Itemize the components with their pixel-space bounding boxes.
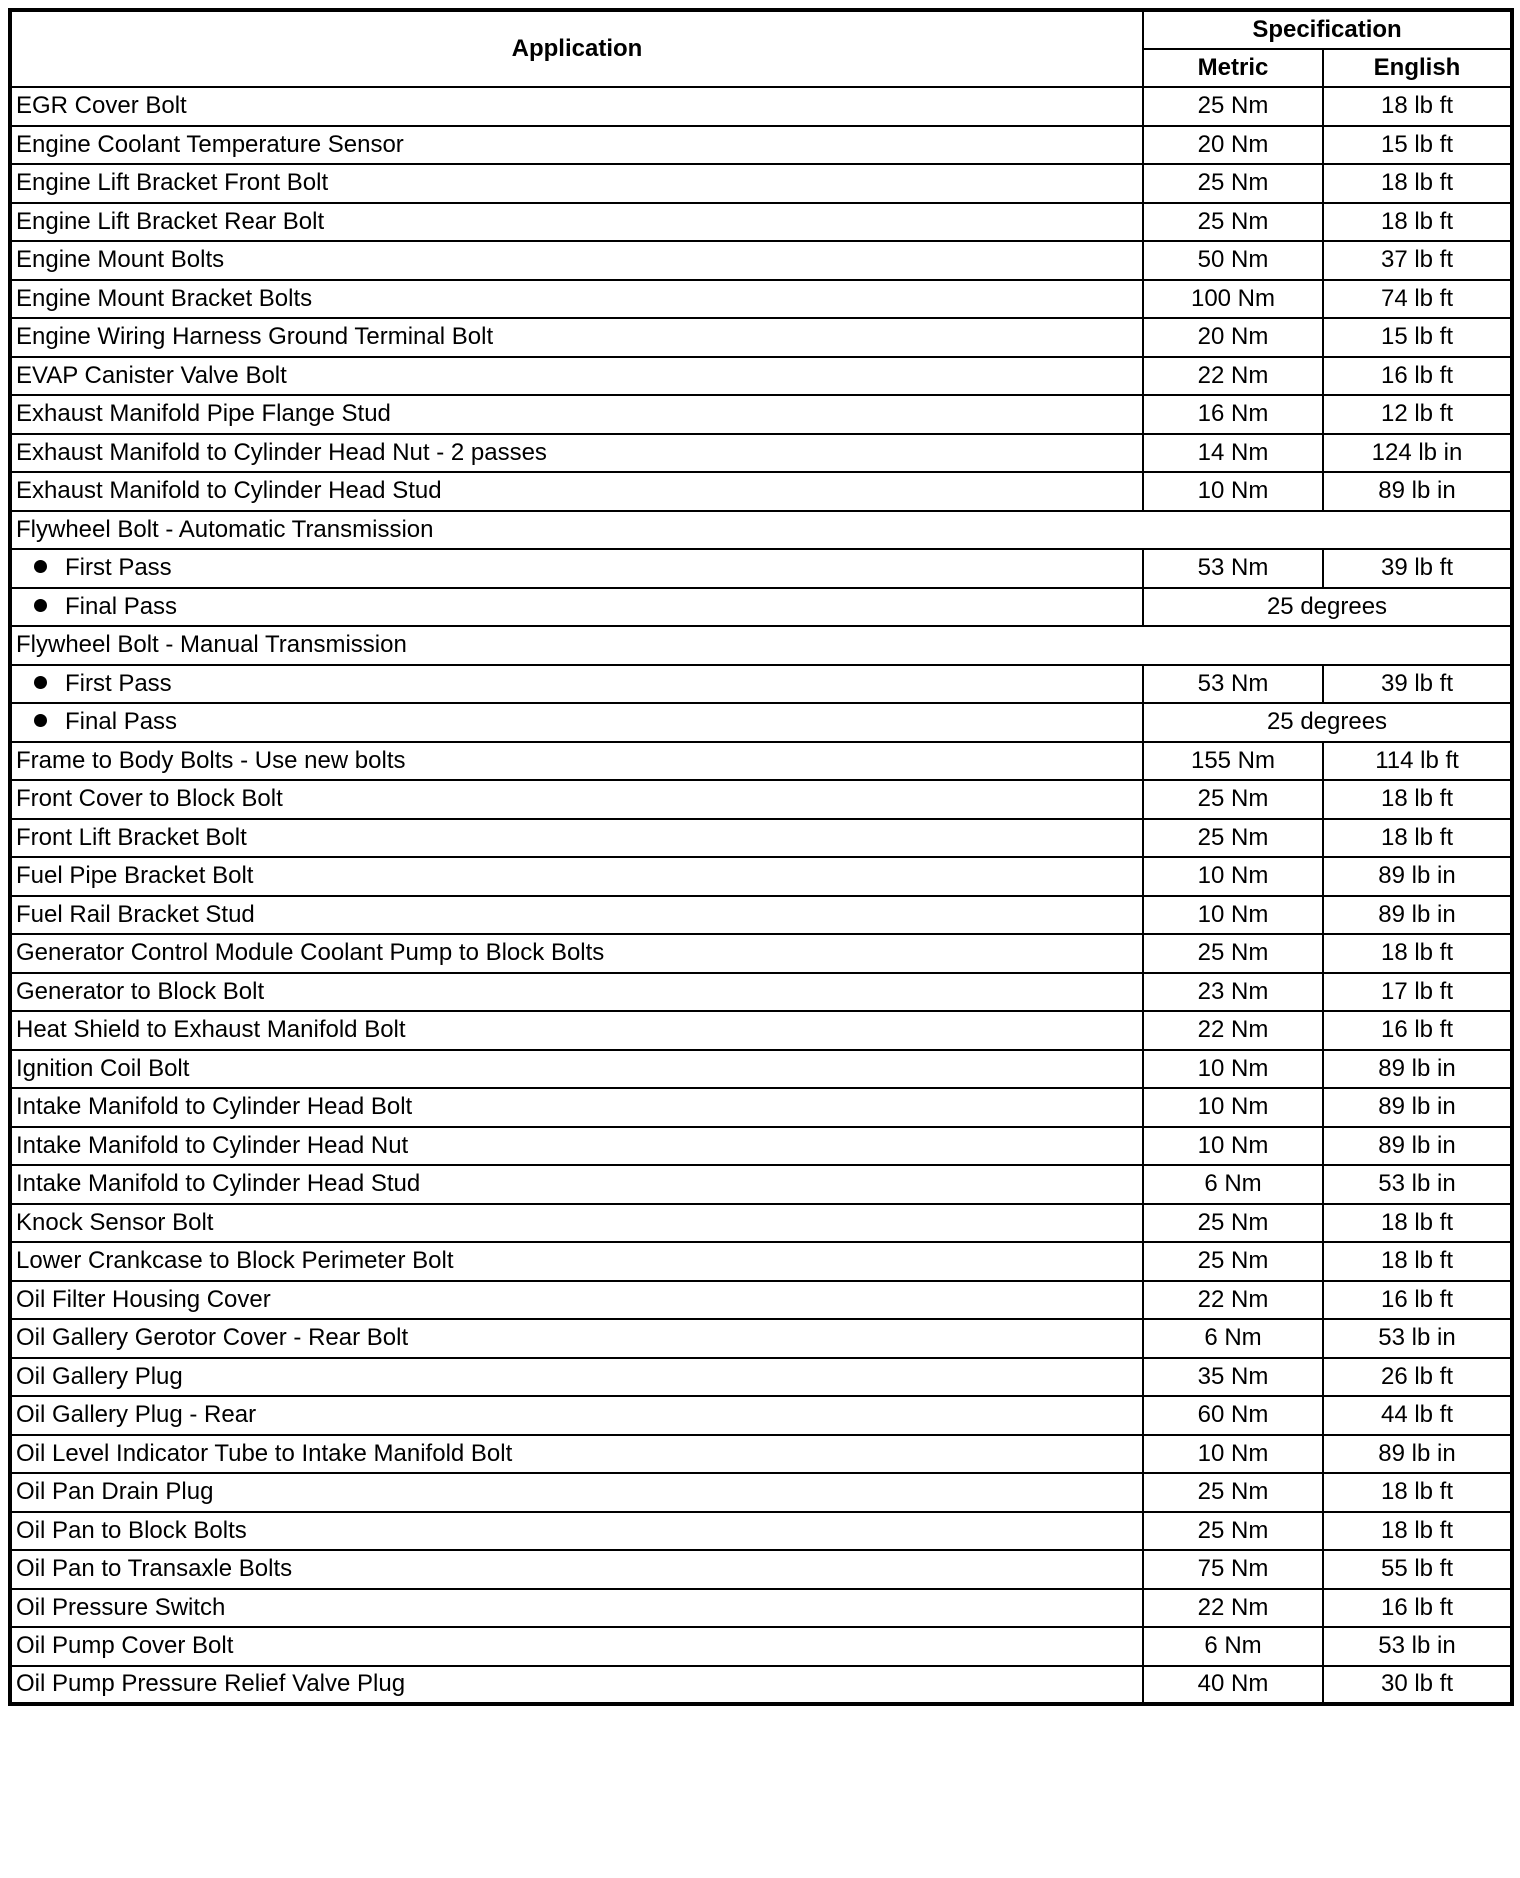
english-cell: 18 lb ft — [1323, 1204, 1512, 1243]
english-cell: 37 lb ft — [1323, 241, 1512, 280]
metric-cell: 6 Nm — [1143, 1627, 1323, 1666]
table-row — [10, 511, 1512, 550]
metric-cell: 25 Nm — [1143, 780, 1323, 819]
application-cell: Ignition Coil Bolt — [10, 1050, 1143, 1089]
header-application: Application — [10, 10, 1143, 87]
metric-cell: 22 Nm — [1143, 1589, 1323, 1628]
english-cell: 18 lb ft — [1323, 1242, 1512, 1281]
metric-cell: 25 Nm — [1143, 203, 1323, 242]
english-cell: 12 lb ft — [1323, 395, 1512, 434]
header-metric: Metric — [1143, 49, 1323, 88]
english-cell: 18 lb ft — [1323, 203, 1512, 242]
metric-cell: 25 Nm — [1143, 934, 1323, 973]
application-cell: Fuel Pipe Bracket Bolt — [10, 857, 1143, 896]
spec-table-container — [8, 8, 1514, 1706]
table-row — [10, 1666, 1512, 1705]
application-cell: Knock Sensor Bolt — [10, 1204, 1143, 1243]
metric-cell: 75 Nm — [1143, 1550, 1323, 1589]
sub-step-label: First Pass — [65, 669, 172, 697]
metric-cell: 20 Nm — [1143, 318, 1323, 357]
application-cell: Oil Pan to Block Bolts — [10, 1512, 1143, 1551]
table-row — [10, 203, 1512, 242]
application-cell: EVAP Canister Valve Bolt — [10, 357, 1143, 396]
english-cell: 17 lb ft — [1323, 973, 1512, 1012]
english-cell: 18 lb ft — [1323, 87, 1512, 126]
bullet-icon — [34, 714, 47, 727]
metric-cell: 10 Nm — [1143, 1088, 1323, 1127]
table-row — [10, 1627, 1512, 1666]
metric-cell: 53 Nm — [1143, 549, 1323, 588]
metric-cell: 53 Nm — [1143, 665, 1323, 704]
table-row — [10, 1242, 1512, 1281]
english-cell: 89 lb in — [1323, 1088, 1512, 1127]
table-row — [10, 1204, 1512, 1243]
english-cell: 55 lb ft — [1323, 1550, 1512, 1589]
english-cell: 53 lb in — [1323, 1627, 1512, 1666]
english-cell: 18 lb ft — [1323, 819, 1512, 858]
application-cell: Oil Pump Cover Bolt — [10, 1627, 1143, 1666]
application-cell: Lower Crankcase to Block Perimeter Bolt — [10, 1242, 1143, 1281]
application-cell: Generator Control Module Coolant Pump to Block Bolts — [10, 934, 1143, 973]
table-row — [10, 665, 1512, 704]
application-cell: Oil Pressure Switch — [10, 1589, 1143, 1628]
table-row — [10, 1011, 1512, 1050]
application-cell: Engine Wiring Harness Ground Terminal Bolt — [10, 318, 1143, 357]
application-cell: Oil Gallery Gerotor Cover - Rear Bolt — [10, 1319, 1143, 1358]
table-row — [10, 395, 1512, 434]
application-cell: Oil Filter Housing Cover — [10, 1281, 1143, 1320]
sub-step-label: Final Pass — [65, 708, 178, 736]
table-row — [10, 318, 1512, 357]
table-row — [10, 1550, 1512, 1589]
english-cell: 16 lb ft — [1323, 1011, 1512, 1050]
table-row — [10, 934, 1512, 973]
application-cell: Generator to Block Bolt — [10, 973, 1143, 1012]
metric-cell: 22 Nm — [1143, 1011, 1323, 1050]
spec-table-body — [10, 87, 1512, 1704]
table-row — [10, 1165, 1512, 1204]
fastener-spec-table — [8, 8, 1514, 1706]
application-cell: Frame to Body Bolts - Use new bolts — [10, 742, 1143, 781]
sub-step-label: Final Pass — [65, 592, 178, 620]
application-cell: Engine Mount Bolts — [10, 241, 1143, 280]
table-row — [10, 1358, 1512, 1397]
english-cell: 89 lb in — [1323, 1050, 1512, 1089]
table-row — [10, 1127, 1512, 1166]
metric-cell: 20 Nm — [1143, 126, 1323, 165]
metric-cell: 10 Nm — [1143, 1050, 1323, 1089]
sub-step-cell — [10, 665, 1143, 704]
angle-spec-cell: 25 degrees — [1143, 588, 1512, 627]
table-row — [10, 1050, 1512, 1089]
application-cell: Intake Manifold to Cylinder Head Nut — [10, 1127, 1143, 1166]
application-cell: Intake Manifold to Cylinder Head Stud — [10, 1165, 1143, 1204]
metric-cell: 10 Nm — [1143, 1127, 1323, 1166]
english-cell: 30 lb ft — [1323, 1666, 1512, 1705]
english-cell: 18 lb ft — [1323, 780, 1512, 819]
table-row — [10, 857, 1512, 896]
english-cell: 39 lb ft — [1323, 665, 1512, 704]
table-row — [10, 1435, 1512, 1474]
bullet-icon — [34, 599, 47, 612]
table-row — [10, 1281, 1512, 1320]
english-cell: 16 lb ft — [1323, 357, 1512, 396]
table-row — [10, 1512, 1512, 1551]
table-row — [10, 1088, 1512, 1127]
english-cell: 124 lb in — [1323, 434, 1512, 473]
table-row — [10, 742, 1512, 781]
table-row — [10, 549, 1512, 588]
sub-step-cell — [10, 703, 1143, 742]
application-cell: Oil Pan Drain Plug — [10, 1473, 1143, 1512]
header-english: English — [1323, 49, 1512, 88]
metric-cell: 155 Nm — [1143, 742, 1323, 781]
metric-cell: 25 Nm — [1143, 1473, 1323, 1512]
metric-cell: 40 Nm — [1143, 1666, 1323, 1705]
metric-cell: 10 Nm — [1143, 472, 1323, 511]
english-cell: 18 lb ft — [1323, 1473, 1512, 1512]
metric-cell: 6 Nm — [1143, 1165, 1323, 1204]
english-cell: 89 lb in — [1323, 896, 1512, 935]
application-cell: Oil Gallery Plug — [10, 1358, 1143, 1397]
application-cell: Front Cover to Block Bolt — [10, 780, 1143, 819]
table-row — [10, 896, 1512, 935]
metric-cell: 10 Nm — [1143, 896, 1323, 935]
sub-step-label: First Pass — [65, 554, 172, 582]
table-row — [10, 1319, 1512, 1358]
table-row — [10, 780, 1512, 819]
table-row — [10, 1396, 1512, 1435]
application-cell: Heat Shield to Exhaust Manifold Bolt — [10, 1011, 1143, 1050]
metric-cell: 16 Nm — [1143, 395, 1323, 434]
english-cell: 53 lb in — [1323, 1319, 1512, 1358]
english-cell: 39 lb ft — [1323, 549, 1512, 588]
english-cell: 26 lb ft — [1323, 1358, 1512, 1397]
table-row — [10, 241, 1512, 280]
english-cell: 89 lb in — [1323, 1435, 1512, 1474]
bullet-icon — [34, 560, 47, 573]
english-cell: 16 lb ft — [1323, 1281, 1512, 1320]
english-cell: 44 lb ft — [1323, 1396, 1512, 1435]
english-cell: 16 lb ft — [1323, 1589, 1512, 1628]
table-row — [10, 588, 1512, 627]
english-cell: 53 lb in — [1323, 1165, 1512, 1204]
table-row — [10, 357, 1512, 396]
english-cell: 114 lb ft — [1323, 742, 1512, 781]
english-cell: 18 lb ft — [1323, 1512, 1512, 1551]
metric-cell: 25 Nm — [1143, 1512, 1323, 1551]
sub-step-cell — [10, 549, 1143, 588]
header-specification: Specification — [1143, 10, 1512, 49]
application-cell: Front Lift Bracket Bolt — [10, 819, 1143, 858]
metric-cell: 6 Nm — [1143, 1319, 1323, 1358]
english-cell: 89 lb in — [1323, 1127, 1512, 1166]
application-cell: Intake Manifold to Cylinder Head Bolt — [10, 1088, 1143, 1127]
table-row — [10, 973, 1512, 1012]
english-cell: 18 lb ft — [1323, 164, 1512, 203]
metric-cell: 100 Nm — [1143, 280, 1323, 319]
application-cell: Exhaust Manifold to Cylinder Head Stud — [10, 472, 1143, 511]
application-cell: Oil Pump Pressure Relief Valve Plug — [10, 1666, 1143, 1705]
angle-spec-cell: 25 degrees — [1143, 703, 1512, 742]
metric-cell: 25 Nm — [1143, 164, 1323, 203]
application-cell: Engine Coolant Temperature Sensor — [10, 126, 1143, 165]
metric-cell: 22 Nm — [1143, 357, 1323, 396]
english-cell: 89 lb in — [1323, 472, 1512, 511]
metric-cell: 14 Nm — [1143, 434, 1323, 473]
application-cell: Exhaust Manifold Pipe Flange Stud — [10, 395, 1143, 434]
metric-cell: 25 Nm — [1143, 1242, 1323, 1281]
group-heading-cell: Flywheel Bolt - Automatic Transmission — [10, 511, 1512, 550]
application-cell: Exhaust Manifold to Cylinder Head Nut - 2 passes — [10, 434, 1143, 473]
application-cell: Engine Lift Bracket Rear Bolt — [10, 203, 1143, 242]
metric-cell: 25 Nm — [1143, 87, 1323, 126]
application-cell: Fuel Rail Bracket Stud — [10, 896, 1143, 935]
metric-cell: 23 Nm — [1143, 973, 1323, 1012]
metric-cell: 50 Nm — [1143, 241, 1323, 280]
table-row — [10, 472, 1512, 511]
table-row — [10, 1589, 1512, 1628]
table-row — [10, 1473, 1512, 1512]
table-row — [10, 87, 1512, 126]
application-cell: EGR Cover Bolt — [10, 87, 1143, 126]
table-row — [10, 164, 1512, 203]
metric-cell: 10 Nm — [1143, 1435, 1323, 1474]
english-cell: 18 lb ft — [1323, 934, 1512, 973]
metric-cell: 35 Nm — [1143, 1358, 1323, 1397]
application-cell: Oil Gallery Plug - Rear — [10, 1396, 1143, 1435]
table-row — [10, 626, 1512, 665]
metric-cell: 22 Nm — [1143, 1281, 1323, 1320]
metric-cell: 25 Nm — [1143, 1204, 1323, 1243]
english-cell: 74 lb ft — [1323, 280, 1512, 319]
table-row — [10, 126, 1512, 165]
metric-cell: 25 Nm — [1143, 819, 1323, 858]
table-row — [10, 434, 1512, 473]
group-heading-cell: Flywheel Bolt - Manual Transmission — [10, 626, 1512, 665]
bullet-icon — [34, 676, 47, 689]
metric-cell: 60 Nm — [1143, 1396, 1323, 1435]
table-row — [10, 819, 1512, 858]
english-cell: 15 lb ft — [1323, 318, 1512, 357]
metric-cell: 10 Nm — [1143, 857, 1323, 896]
table-row — [10, 280, 1512, 319]
application-cell: Engine Mount Bracket Bolts — [10, 280, 1143, 319]
application-cell: Oil Pan to Transaxle Bolts — [10, 1550, 1143, 1589]
application-cell: Oil Level Indicator Tube to Intake Manifold Bolt — [10, 1435, 1143, 1474]
english-cell: 15 lb ft — [1323, 126, 1512, 165]
application-cell: Engine Lift Bracket Front Bolt — [10, 164, 1143, 203]
sub-step-cell — [10, 588, 1143, 627]
english-cell: 89 lb in — [1323, 857, 1512, 896]
table-row — [10, 703, 1512, 742]
